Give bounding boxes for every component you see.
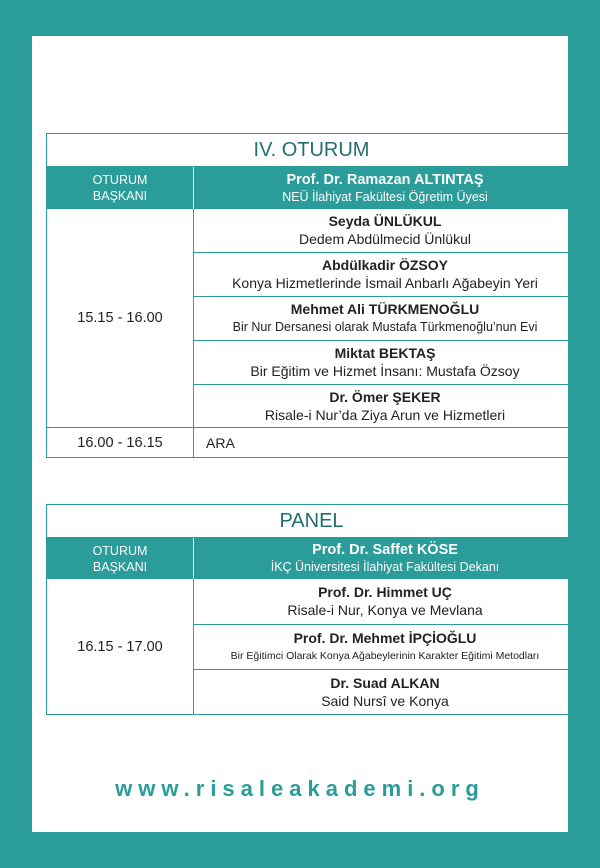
- talk-topic: Konya Hizmetlerinde İsmail Anbarlı Ağabeyin Yeri: [232, 275, 538, 291]
- chair-label: [47, 167, 194, 209]
- talk-speaker: Seyda ÜNLÜKUL: [328, 213, 442, 229]
- session-4-title: IV. OTURUM: [47, 134, 576, 167]
- chair-info: [194, 538, 576, 579]
- talk-speaker: Dr. Ömer ŞEKER: [329, 388, 441, 405]
- talk-speaker: Mehmet Ali TÜRKMENOĞLU: [290, 301, 480, 317]
- talk-topic: Bir Eğitim ve Hizmet İnsanı: Mustafa Özsoy: [250, 363, 520, 379]
- talk-speaker: Dr. Suad ALKAN: [330, 674, 440, 691]
- talk-speaker: Prof. Dr. Himmet UÇ: [318, 584, 452, 600]
- talk-item: [194, 579, 576, 625]
- talk-topic: Bir Nur Dersanesi olarak Mustafa Türkmenoğlu’nun Evi: [232, 320, 538, 334]
- panel-table: [46, 504, 577, 715]
- chair-label: [47, 538, 194, 579]
- talk-list: [194, 209, 576, 427]
- chair-name: Prof. Dr. Ramazan ALTINTAŞ: [286, 171, 484, 188]
- talk-speaker: Abdülkadir ÖZSOY: [321, 257, 448, 273]
- talk-item: [194, 253, 576, 297]
- talk-topic: Dedem Abdülmecid Ünlükul: [299, 231, 471, 247]
- break-row: [47, 427, 576, 457]
- session-time: 16.15 - 17.00: [47, 579, 194, 714]
- session-4-chair-row: [47, 167, 576, 209]
- chair-label-line1: OTURUM: [92, 173, 148, 187]
- talk-item: [194, 341, 576, 385]
- talk-speaker: Miktat BEKTAŞ: [334, 345, 436, 361]
- chair-info: [194, 167, 576, 209]
- break-label: ARA: [206, 434, 235, 451]
- talk-topic: Risale-i Nur, Konya ve Mevlana: [287, 602, 483, 618]
- chair-title: NEÜ İlahiyat Fakültesi Öğretim Üyesi: [282, 189, 488, 204]
- talk-item: [194, 385, 576, 427]
- panel-title: PANEL: [47, 505, 576, 538]
- talk-item: [194, 625, 576, 670]
- talk-topic: Bir Eğitimci Olarak Konya Ağabeylerinin Karakter Eğitimi Metodları: [230, 649, 540, 662]
- talk-topic: Risale-i Nur’da Ziya Arun ve Hizmetleri: [264, 406, 506, 423]
- chair-label-line2: BAŞKANI: [92, 189, 148, 203]
- talk-item: [194, 209, 576, 253]
- break-time: 16.00 - 16.15: [47, 428, 194, 457]
- chair-label-line1: OTURUM: [92, 543, 148, 558]
- talk-item: [194, 670, 576, 714]
- talk-item: [194, 297, 576, 341]
- session-time: 15.15 - 16.00: [47, 209, 194, 427]
- panel-chair-row: [47, 538, 576, 579]
- panel-talks-row: [47, 579, 576, 714]
- talk-list: [194, 579, 576, 714]
- chair-title: İKÇ Üniversitesi İlahiyat Fakültesi Dekanı: [270, 560, 500, 574]
- chair-label-line2: BAŞKANI: [92, 559, 148, 574]
- talk-topic: Said Nursî ve Konya: [321, 692, 449, 709]
- session-4-table: [46, 133, 577, 458]
- session-4-talks-row: [47, 209, 576, 427]
- talk-speaker: Prof. Dr. Mehmet İPÇİOĞLU: [293, 629, 477, 646]
- website-url: www.risaleakademi.org: [115, 776, 485, 801]
- chair-name: Prof. Dr. Saffet KÖSE: [312, 542, 458, 558]
- program-page: [32, 36, 568, 832]
